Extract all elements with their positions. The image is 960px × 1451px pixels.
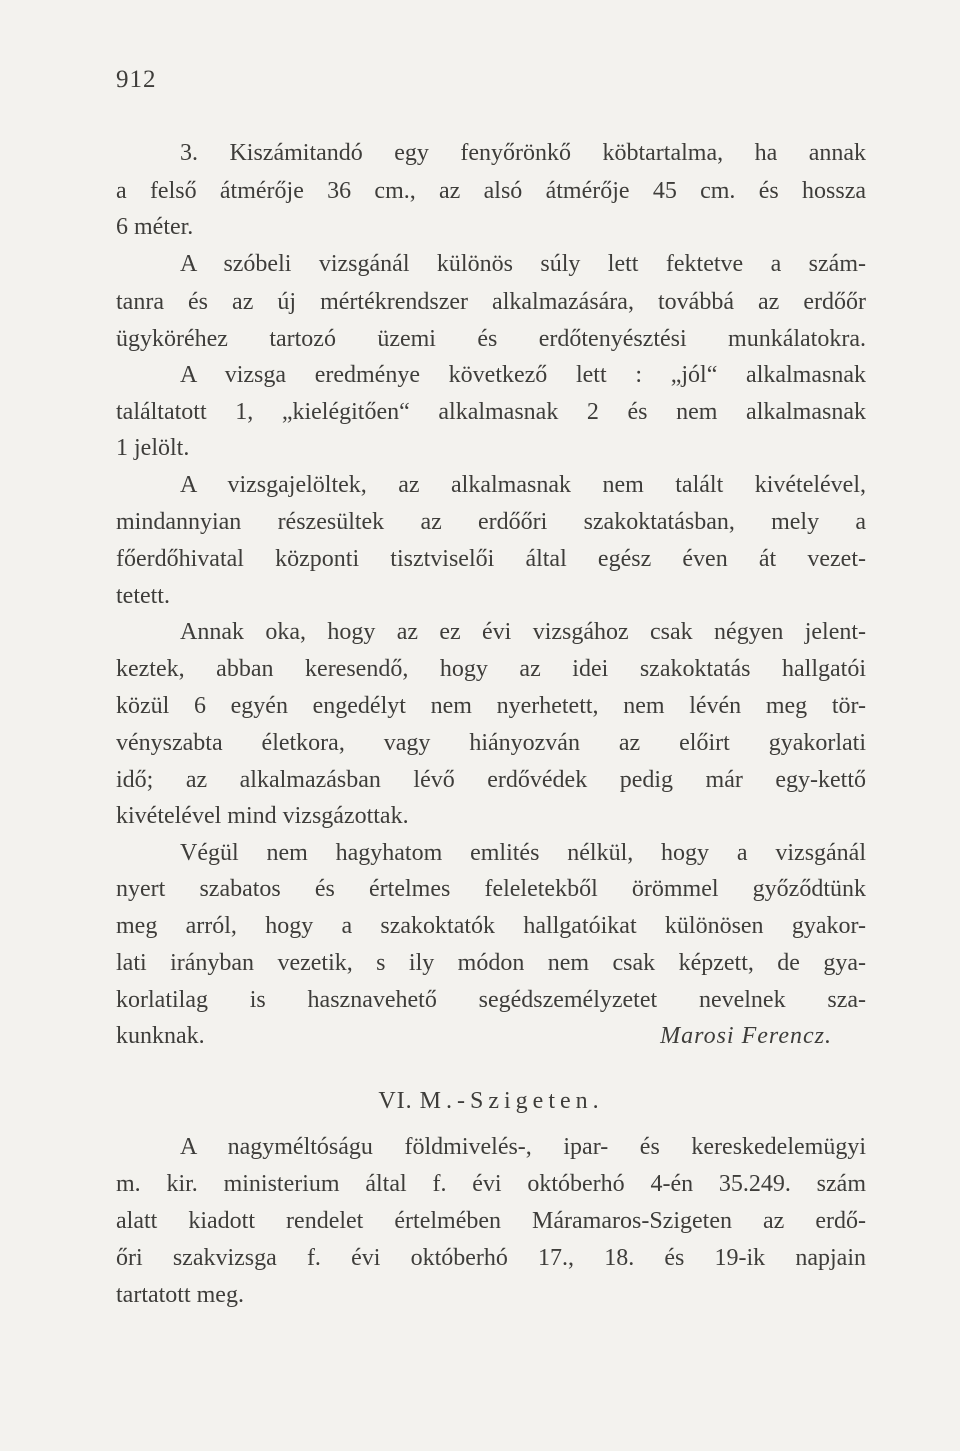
author-signature: Marosi Ferencz. (660, 1023, 832, 1049)
section-place: M.-Szigeten. (419, 1088, 604, 1114)
text-line: találtatott 1, „kielégitően“ alkalmasnak 2 és nem alkalmasnak (116, 399, 866, 425)
text-line: közül 6 egyén engedélyt nem nyerhetett, nem lévén meg tör- (116, 693, 866, 719)
text-line: A vizsgajelöltek, az alkalmasnak nem talált kivételével, (180, 472, 866, 498)
text-line: Annak oka, hogy az ez évi vizsgához csak négyen jelent- (180, 619, 866, 645)
text-line: m. kir. ministerium által f. évi októberhó 4-én 35.249. szám (116, 1171, 866, 1197)
page-number: 912 (116, 66, 157, 93)
text-line: tetett. (116, 583, 170, 609)
text-line: A nagyméltóságu földmivelés-, ipar- és kereskedelemügyi (180, 1134, 866, 1160)
text-line: ügyköréhez tartozó üzemi és erdőtenyésztési munkálatokra. (116, 326, 866, 352)
section-heading (116, 1083, 866, 1119)
text-line: meg arról, hogy a szakoktatók hallgatóikat különösen gyakor- (116, 913, 866, 939)
text-line: a felső átmérője 36 cm., az alsó átmérője 45 cm. és hossza (116, 178, 866, 204)
text-line: mindannyian részesültek az erdőőri szakoktatásban, mely a (116, 509, 866, 535)
text-line: Végül nem hagyhatom emlités nélkül, hogy a vizsgánál (180, 840, 866, 866)
text-line: 1 jelölt. (116, 435, 190, 461)
text-line: keztek, abban keresendő, hogy az idei szakoktatás hallgatói (116, 656, 866, 682)
text-line: kivételével mind vizsgázottak. (116, 803, 409, 829)
closing-line (116, 1018, 866, 1054)
text-line: idő; az alkalmazásban lévő erdővédek pedig már egy-kettő (116, 767, 866, 793)
text-line: A vizsga eredménye következő lett : „jól“ alkalmasnak (180, 362, 866, 388)
text-line: 3. Kiszámitandó egy fenyőrönkő köbtartalma, ha annak (180, 140, 866, 166)
text-line: nyert szabatos és értelmes feleletekből örömmel győződtünk (116, 876, 866, 902)
text-line: korlatilag is hasznavehető segédszemélyzetet nevelnek sza- (116, 987, 866, 1013)
text-line: őri szakvizsga f. évi októberhó 17., 18. és 19-ik napjain (116, 1245, 866, 1271)
text-line: vényszabta életkora, vagy hiányozván az előirt gyakorlati (116, 730, 866, 756)
section-number: VI. (378, 1088, 413, 1114)
text-line: főerdőhivatal központi tisztviselői által egész éven át vezet- (116, 546, 866, 572)
text-line: alatt kiadott rendelet értelmében Máramaros-Szigeten az erdő- (116, 1208, 866, 1234)
text-line: 6 méter. (116, 214, 194, 240)
text-line: tanra és az új mértékrendszer alkalmazására, továbbá az erdőőr (116, 289, 866, 315)
closing-word: kunknak. (116, 1023, 205, 1049)
text-line: tartatott meg. (116, 1282, 244, 1308)
text-line: lati irányban vezetik, s ily módon nem csak képzett, de gya- (116, 950, 866, 976)
text-line: A szóbeli vizsgánál különös súly lett fektetve a szám- (180, 251, 866, 277)
